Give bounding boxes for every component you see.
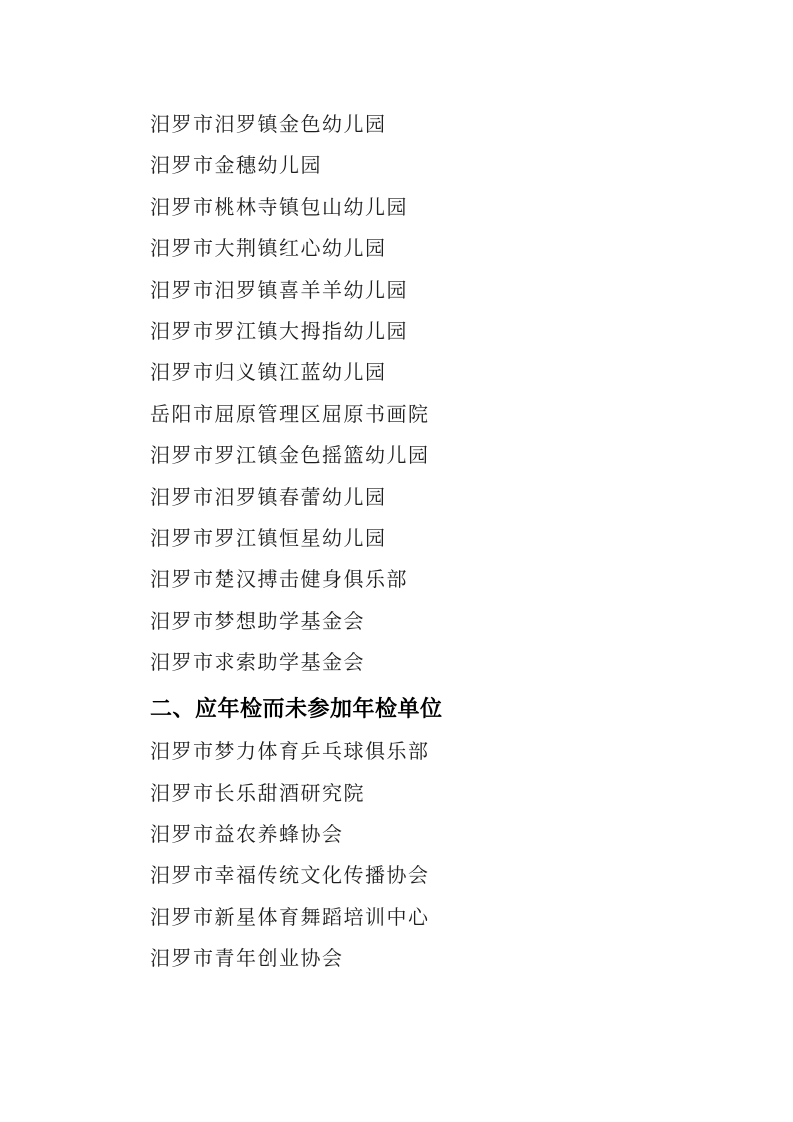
list-item: 汨罗市楚汉搏击健身俱乐部	[150, 569, 408, 592]
document-content	[150, 105, 710, 981]
list-item: 汨罗市幸福传统文化传播协会	[150, 865, 430, 888]
list-item: 汨罗市新星体育舞蹈培训中心	[150, 906, 430, 929]
list-item: 汨罗市罗江镇大拇指幼儿园	[150, 321, 408, 344]
list-item: 汨罗市长乐甜酒研究院	[150, 782, 365, 805]
list-item: 汨罗市归义镇江蓝幼儿园	[150, 362, 387, 385]
list-item: 汨罗市汨罗镇喜羊羊幼儿园	[150, 279, 408, 302]
list-item: 汨罗市梦想助学基金会	[150, 610, 365, 633]
list-item: 汨罗市益农养蜂协会	[150, 823, 344, 846]
list-item: 汨罗市罗江镇金色摇篮幼儿园	[150, 445, 430, 468]
list-item: 汨罗市求索助学基金会	[150, 652, 365, 675]
list-item: 汨罗市汨罗镇春蕾幼儿园	[150, 486, 387, 509]
list-item: 汨罗市梦力体育乒乓球俱乐部	[150, 741, 430, 764]
list-item: 汨罗市大荆镇红心幼儿园	[150, 238, 387, 261]
list-item: 汨罗市桃林寺镇包山幼儿园	[150, 196, 408, 219]
list-item: 汨罗市青年创业协会	[150, 948, 344, 971]
list-item: 汨罗市罗江镇恒星幼儿园	[150, 528, 387, 551]
list-item: 汨罗市汨罗镇金色幼儿园	[150, 114, 387, 136]
section-heading: 二、应年检而未参加年检单位	[150, 695, 443, 721]
list-item: 汨罗市金穗幼儿园	[150, 155, 322, 178]
list-item: 岳阳市屈原管理区屈原书画院	[150, 403, 430, 426]
